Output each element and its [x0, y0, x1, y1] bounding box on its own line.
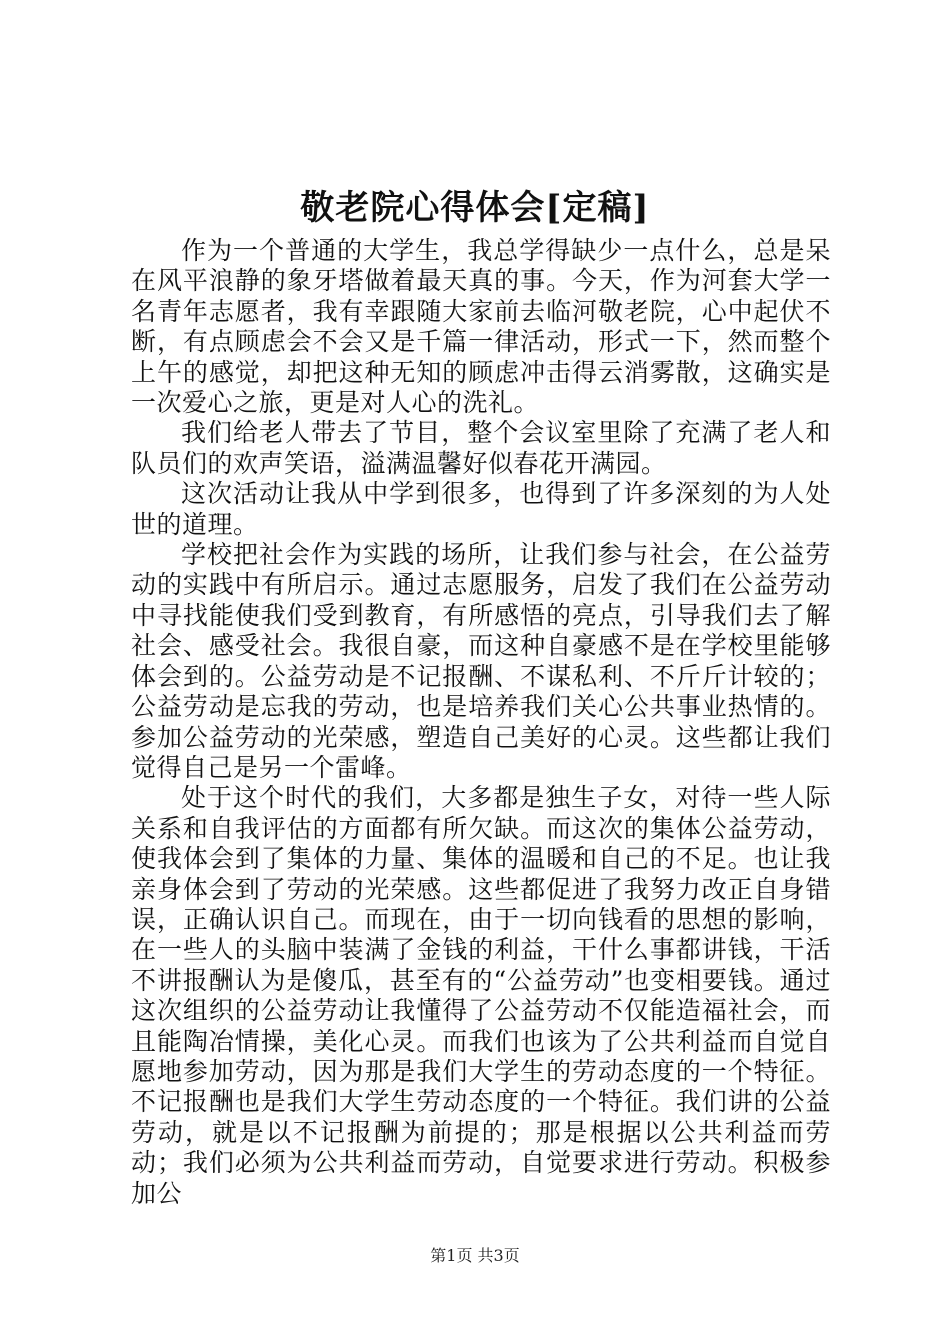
paragraph: 处于这个时代的我们，大多都是独生子女，对待一些人际关系和自我评估的方面都有所欠缺。而这次的集体公益劳动，使我体会到了集体的力量、集体的温暖和自己的不足。也让我亲身体会到了劳动的光荣感。这些都促进了我努力改正自身错误，正确认识自己。而现在，由于一切向钱看的思想的影响，在一些人的头脑中装满了金钱的利益，干什么事都讲钱，干活不讲报酬认为是傻瓜，甚至有的“公益劳动”也变相要钱。通过这次组织的公益劳动让我懂得了公益劳动不仅能造福社会，而且能陶冶情操，美化心灵。而我们也该为了公共利益而自觉自愿地参加劳动，因为那是我们大学生的劳动态度的一个特征。不记报酬也是我们大学生劳动态度的一个特征。我们讲的公益劳动，就是以不记报酬为前提的；那是根据以公共利益而劳动；我们必须为公共利益而劳动，自觉要求进行劳动。积极参加公	[131, 783, 831, 1208]
paragraph: 这次活动让我从中学到很多，也得到了许多深刻的为人处世的道理。	[131, 479, 831, 539]
document-title: 敬老院心得体会[定稿]	[300, 188, 650, 228]
paragraph: 我们给老人带去了节目，整个会议室里除了充满了老人和队员们的欢声笑语，溢满温馨好似春花开满园。	[131, 418, 831, 478]
document-body	[131, 236, 831, 1209]
page-number-footer: 第1页 共3页	[430, 1246, 520, 1265]
paragraph: 学校把社会作为实践的场所，让我们参与社会，在公益劳动的实践中有所启示。通过志愿服务，启发了我们在公益劳动中寻找能使我们受到教育，有所感悟的亮点，引导我们去了解社会、感受社会。我很自豪，而这种自豪感不是在学校里能够体会到的。公益劳动是不记报酬、不谋私利、不斤斤计较的；公益劳动是忘我的劳动，也是培养我们关心公共事业热情的。参加公益劳动的光荣感，塑造自己美好的心灵。这些都让我们觉得自己是另一个雷峰。	[131, 540, 831, 782]
paragraph: 作为一个普通的大学生，我总学得缺少一点什么，总是呆在风平浪静的象牙塔做着最天真的事。今天，作为河套大学一名青年志愿者，我有幸跟随大家前去临河敬老院，心中起伏不断，有点顾虑会不会又是千篇一律活动，形式一下，然而整个上午的感觉，却把这种无知的顾虑冲击得云消雾散，这确实是一次爱心之旅，更是对人心的洗礼。	[131, 236, 831, 418]
